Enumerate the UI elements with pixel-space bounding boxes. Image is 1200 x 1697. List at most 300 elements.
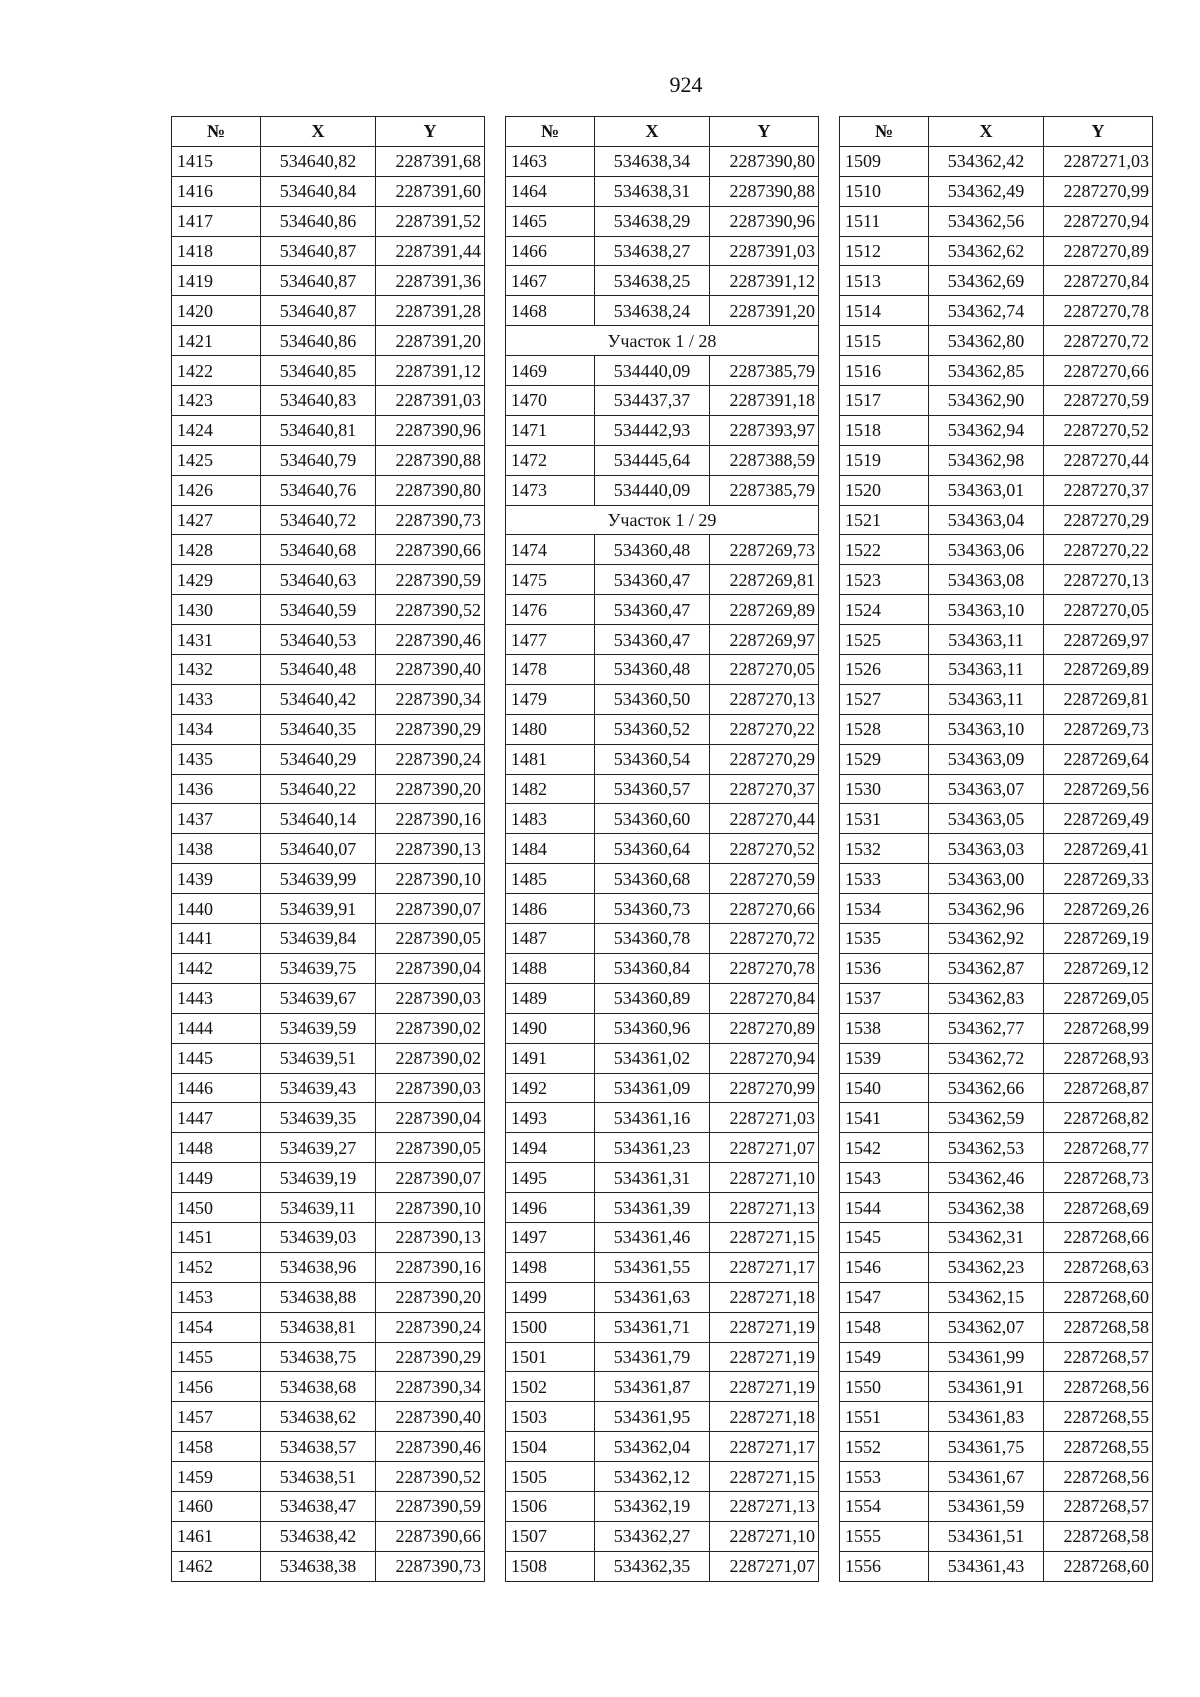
x-coordinate: 534640,29 [261, 744, 376, 774]
table-row [840, 595, 1153, 625]
y-coordinate: 2287270,37 [710, 774, 819, 804]
table-row [840, 206, 1153, 236]
point-number: 1426 [172, 475, 261, 505]
point-number: 1462 [172, 1551, 261, 1581]
table-row [840, 236, 1153, 266]
column-header-number: № [172, 117, 261, 147]
y-coordinate: 2287268,87 [1044, 1073, 1153, 1103]
y-coordinate: 2287390,04 [376, 1103, 485, 1133]
x-coordinate: 534362,94 [929, 415, 1044, 445]
x-coordinate: 534640,81 [261, 415, 376, 445]
point-number: 1496 [506, 1193, 595, 1223]
x-coordinate: 534363,03 [929, 834, 1044, 864]
x-coordinate: 534363,01 [929, 475, 1044, 505]
point-number: 1484 [506, 834, 595, 864]
x-coordinate: 534362,31 [929, 1222, 1044, 1252]
table-row [172, 386, 485, 416]
table-row [840, 386, 1153, 416]
point-number: 1513 [840, 266, 929, 296]
table-row [506, 475, 819, 505]
x-coordinate: 534360,68 [595, 864, 710, 894]
table-row [840, 714, 1153, 744]
y-coordinate: 2287270,89 [710, 1013, 819, 1043]
y-coordinate: 2287270,78 [1044, 296, 1153, 326]
table-row [506, 386, 819, 416]
table-row [172, 1551, 485, 1581]
x-coordinate: 534638,75 [261, 1342, 376, 1372]
x-coordinate: 534640,82 [261, 146, 376, 176]
point-number: 1478 [506, 655, 595, 685]
table-row [172, 804, 485, 834]
y-coordinate: 2287269,73 [710, 535, 819, 565]
point-number: 1446 [172, 1073, 261, 1103]
table-row [172, 296, 485, 326]
x-coordinate: 534361,31 [595, 1163, 710, 1193]
y-coordinate: 2287390,10 [376, 864, 485, 894]
x-coordinate: 534360,48 [595, 535, 710, 565]
point-number: 1421 [172, 326, 261, 356]
x-coordinate: 534360,50 [595, 684, 710, 714]
table-row [506, 296, 819, 326]
y-coordinate: 2287269,97 [1044, 625, 1153, 655]
x-coordinate: 534638,81 [261, 1312, 376, 1342]
y-coordinate: 2287268,93 [1044, 1043, 1153, 1073]
y-coordinate: 2287390,40 [376, 655, 485, 685]
table-row [506, 744, 819, 774]
y-coordinate: 2287391,03 [710, 236, 819, 266]
point-number: 1439 [172, 864, 261, 894]
x-coordinate: 534638,34 [595, 146, 710, 176]
x-coordinate: 534640,35 [261, 714, 376, 744]
y-coordinate: 2287270,44 [1044, 445, 1153, 475]
x-coordinate: 534360,60 [595, 804, 710, 834]
point-number: 1471 [506, 415, 595, 445]
x-coordinate: 534362,12 [595, 1462, 710, 1492]
x-coordinate: 534639,43 [261, 1073, 376, 1103]
x-coordinate: 534361,71 [595, 1312, 710, 1342]
table-row [840, 505, 1153, 535]
y-coordinate: 2287269,81 [1044, 684, 1153, 714]
y-coordinate: 2287271,17 [710, 1252, 819, 1282]
y-coordinate: 2287388,59 [710, 445, 819, 475]
point-number: 1501 [506, 1342, 595, 1372]
table-row [172, 595, 485, 625]
point-number: 1445 [172, 1043, 261, 1073]
point-number: 1553 [840, 1462, 929, 1492]
point-number: 1546 [840, 1252, 929, 1282]
table-row [840, 326, 1153, 356]
y-coordinate: 2287271,03 [710, 1103, 819, 1133]
y-coordinate: 2287391,20 [376, 326, 485, 356]
table-row [172, 505, 485, 535]
point-number: 1417 [172, 206, 261, 236]
point-number: 1550 [840, 1372, 929, 1402]
y-coordinate: 2287271,10 [710, 1163, 819, 1193]
table-row [840, 1222, 1153, 1252]
y-coordinate: 2287271,13 [710, 1193, 819, 1223]
point-number: 1527 [840, 684, 929, 714]
y-coordinate: 2287390,05 [376, 924, 485, 954]
y-coordinate: 2287390,59 [376, 1491, 485, 1521]
x-coordinate: 534362,98 [929, 445, 1044, 475]
point-number: 1455 [172, 1342, 261, 1372]
x-coordinate: 534361,95 [595, 1402, 710, 1432]
point-number: 1520 [840, 475, 929, 505]
x-coordinate: 534640,84 [261, 176, 376, 206]
point-number: 1491 [506, 1043, 595, 1073]
y-coordinate: 2287390,96 [376, 415, 485, 445]
coordinates-table-1 [171, 116, 485, 1582]
point-number: 1497 [506, 1222, 595, 1252]
point-number: 1480 [506, 714, 595, 744]
y-coordinate: 2287385,79 [710, 356, 819, 386]
x-coordinate: 534638,88 [261, 1282, 376, 1312]
x-coordinate: 534640,59 [261, 595, 376, 625]
point-number: 1436 [172, 774, 261, 804]
y-coordinate: 2287271,13 [710, 1491, 819, 1521]
point-number: 1457 [172, 1402, 261, 1432]
point-number: 1544 [840, 1193, 929, 1223]
y-coordinate: 2287391,44 [376, 236, 485, 266]
point-number: 1519 [840, 445, 929, 475]
y-coordinate: 2287270,44 [710, 804, 819, 834]
x-coordinate: 534640,87 [261, 236, 376, 266]
y-coordinate: 2287268,66 [1044, 1222, 1153, 1252]
y-coordinate: 2287268,55 [1044, 1402, 1153, 1432]
y-coordinate: 2287268,77 [1044, 1133, 1153, 1163]
point-number: 1440 [172, 894, 261, 924]
point-number: 1524 [840, 595, 929, 625]
point-number: 1521 [840, 505, 929, 535]
y-coordinate: 2287268,57 [1044, 1342, 1153, 1372]
point-number: 1420 [172, 296, 261, 326]
table-row [172, 1402, 485, 1432]
point-number: 1547 [840, 1282, 929, 1312]
x-coordinate: 534361,79 [595, 1342, 710, 1372]
point-number: 1528 [840, 714, 929, 744]
point-number: 1452 [172, 1252, 261, 1282]
y-coordinate: 2287268,55 [1044, 1432, 1153, 1462]
y-coordinate: 2287270,05 [1044, 595, 1153, 625]
table-row [840, 1163, 1153, 1193]
table-row [172, 565, 485, 595]
point-number: 1461 [172, 1521, 261, 1551]
table-row [506, 1551, 819, 1581]
x-coordinate: 534362,53 [929, 1133, 1044, 1163]
y-coordinate: 2287390,66 [376, 535, 485, 565]
x-coordinate: 534640,53 [261, 625, 376, 655]
x-coordinate: 534360,64 [595, 834, 710, 864]
point-number: 1472 [506, 445, 595, 475]
table-row [840, 864, 1153, 894]
x-coordinate: 534360,84 [595, 953, 710, 983]
point-number: 1438 [172, 834, 261, 864]
x-coordinate: 534363,11 [929, 684, 1044, 714]
point-number: 1529 [840, 744, 929, 774]
y-coordinate: 2287270,29 [1044, 505, 1153, 535]
table-row [506, 1222, 819, 1252]
x-coordinate: 534640,14 [261, 804, 376, 834]
table-header-row [172, 117, 485, 147]
x-coordinate: 534362,42 [929, 146, 1044, 176]
y-coordinate: 2287270,94 [1044, 206, 1153, 236]
y-coordinate: 2287270,52 [1044, 415, 1153, 445]
y-coordinate: 2287390,88 [710, 176, 819, 206]
x-coordinate: 534362,04 [595, 1432, 710, 1462]
point-number: 1443 [172, 983, 261, 1013]
table-row [506, 1342, 819, 1372]
table-row [506, 266, 819, 296]
y-coordinate: 2287390,02 [376, 1043, 485, 1073]
x-coordinate: 534639,75 [261, 953, 376, 983]
y-coordinate: 2287268,63 [1044, 1252, 1153, 1282]
column-header-y: Y [710, 117, 819, 147]
table-row [172, 1193, 485, 1223]
y-coordinate: 2287271,07 [710, 1133, 819, 1163]
table-row [506, 356, 819, 386]
table-row [506, 924, 819, 954]
x-coordinate: 534363,11 [929, 655, 1044, 685]
point-number: 1463 [506, 146, 595, 176]
y-coordinate: 2287390,29 [376, 714, 485, 744]
y-coordinate: 2287390,13 [376, 834, 485, 864]
point-number: 1483 [506, 804, 595, 834]
x-coordinate: 534362,07 [929, 1312, 1044, 1342]
table-header-row [506, 117, 819, 147]
x-coordinate: 534638,68 [261, 1372, 376, 1402]
table-row [172, 1312, 485, 1342]
y-coordinate: 2287390,96 [710, 206, 819, 236]
y-coordinate: 2287390,24 [376, 1312, 485, 1342]
x-coordinate: 534361,46 [595, 1222, 710, 1252]
y-coordinate: 2287270,99 [1044, 176, 1153, 206]
y-coordinate: 2287269,89 [1044, 655, 1153, 685]
table-row [840, 565, 1153, 595]
table-row [840, 1282, 1153, 1312]
table-row [506, 1163, 819, 1193]
point-number: 1477 [506, 625, 595, 655]
column-header-x: X [261, 117, 376, 147]
x-coordinate: 534360,47 [595, 595, 710, 625]
y-coordinate: 2287268,82 [1044, 1103, 1153, 1133]
x-coordinate: 534640,83 [261, 386, 376, 416]
column-header-y: Y [1044, 117, 1153, 147]
y-coordinate: 2287390,40 [376, 1402, 485, 1432]
y-coordinate: 2287391,68 [376, 146, 485, 176]
x-coordinate: 534361,91 [929, 1372, 1044, 1402]
table-row [840, 924, 1153, 954]
y-coordinate: 2287390,10 [376, 1193, 485, 1223]
y-coordinate: 2287390,13 [376, 1222, 485, 1252]
y-coordinate: 2287270,59 [710, 864, 819, 894]
x-coordinate: 534362,19 [595, 1491, 710, 1521]
table-row [840, 834, 1153, 864]
table-row [840, 146, 1153, 176]
table-row [172, 356, 485, 386]
x-coordinate: 534363,10 [929, 714, 1044, 744]
x-coordinate: 534638,57 [261, 1432, 376, 1462]
point-number: 1470 [506, 386, 595, 416]
x-coordinate: 534360,96 [595, 1013, 710, 1043]
x-coordinate: 534362,74 [929, 296, 1044, 326]
table-row [840, 744, 1153, 774]
table-row [506, 565, 819, 595]
table-row [506, 804, 819, 834]
point-number: 1433 [172, 684, 261, 714]
x-coordinate: 534362,77 [929, 1013, 1044, 1043]
y-coordinate: 2287391,20 [710, 296, 819, 326]
point-number: 1460 [172, 1491, 261, 1521]
x-coordinate: 534362,56 [929, 206, 1044, 236]
point-number: 1428 [172, 535, 261, 565]
x-coordinate: 534361,75 [929, 1432, 1044, 1462]
x-coordinate: 534638,24 [595, 296, 710, 326]
y-coordinate: 2287390,80 [710, 146, 819, 176]
table-row [506, 1103, 819, 1133]
point-number: 1447 [172, 1103, 261, 1133]
x-coordinate: 534360,48 [595, 655, 710, 685]
x-coordinate: 534361,63 [595, 1282, 710, 1312]
y-coordinate: 2287270,89 [1044, 236, 1153, 266]
x-coordinate: 534640,68 [261, 535, 376, 565]
point-number: 1429 [172, 565, 261, 595]
point-number: 1431 [172, 625, 261, 655]
x-coordinate: 534361,23 [595, 1133, 710, 1163]
point-number: 1542 [840, 1133, 929, 1163]
y-coordinate: 2287270,66 [1044, 356, 1153, 386]
y-coordinate: 2287270,59 [1044, 386, 1153, 416]
y-coordinate: 2287270,13 [710, 684, 819, 714]
section-title: Участок 1 / 29 [506, 505, 819, 535]
y-coordinate: 2287391,18 [710, 386, 819, 416]
column-header-y: Y [376, 117, 485, 147]
x-coordinate: 534640,22 [261, 774, 376, 804]
table-row [840, 625, 1153, 655]
table-row [840, 266, 1153, 296]
point-number: 1506 [506, 1491, 595, 1521]
x-coordinate: 534360,57 [595, 774, 710, 804]
table-row [172, 894, 485, 924]
table-row [840, 655, 1153, 685]
point-number: 1514 [840, 296, 929, 326]
point-number: 1488 [506, 953, 595, 983]
y-coordinate: 2287269,56 [1044, 774, 1153, 804]
y-coordinate: 2287385,79 [710, 475, 819, 505]
y-coordinate: 2287268,99 [1044, 1013, 1153, 1043]
point-number: 1474 [506, 535, 595, 565]
x-coordinate: 534640,79 [261, 445, 376, 475]
point-number: 1517 [840, 386, 929, 416]
table-row [172, 983, 485, 1013]
y-coordinate: 2287271,18 [710, 1402, 819, 1432]
y-coordinate: 2287268,58 [1044, 1521, 1153, 1551]
x-coordinate: 534640,87 [261, 266, 376, 296]
y-coordinate: 2287390,07 [376, 1163, 485, 1193]
table-row [840, 1462, 1153, 1492]
y-coordinate: 2287269,05 [1044, 983, 1153, 1013]
table-row [172, 1073, 485, 1103]
y-coordinate: 2287390,52 [376, 595, 485, 625]
x-coordinate: 534638,47 [261, 1491, 376, 1521]
table-row [506, 1133, 819, 1163]
table-row [172, 146, 485, 176]
table-row [840, 1491, 1153, 1521]
x-coordinate: 534361,43 [929, 1551, 1044, 1581]
x-coordinate: 534362,83 [929, 983, 1044, 1013]
y-coordinate: 2287269,41 [1044, 834, 1153, 864]
point-number: 1449 [172, 1163, 261, 1193]
x-coordinate: 534361,83 [929, 1402, 1044, 1432]
y-coordinate: 2287269,12 [1044, 953, 1153, 983]
point-number: 1554 [840, 1491, 929, 1521]
point-number: 1493 [506, 1103, 595, 1133]
table-row [506, 206, 819, 236]
table-row [840, 684, 1153, 714]
point-number: 1500 [506, 1312, 595, 1342]
table-row [840, 1342, 1153, 1372]
table-row [506, 1491, 819, 1521]
point-number: 1453 [172, 1282, 261, 1312]
y-coordinate: 2287269,73 [1044, 714, 1153, 744]
page-number: 924 [669, 72, 703, 97]
point-number: 1526 [840, 655, 929, 685]
y-coordinate: 2287271,15 [710, 1222, 819, 1252]
x-coordinate: 534360,54 [595, 744, 710, 774]
point-number: 1451 [172, 1222, 261, 1252]
x-coordinate: 534437,37 [595, 386, 710, 416]
y-coordinate: 2287390,88 [376, 445, 485, 475]
table-row [506, 864, 819, 894]
point-number: 1435 [172, 744, 261, 774]
x-coordinate: 534360,47 [595, 625, 710, 655]
point-number: 1537 [840, 983, 929, 1013]
table-row [506, 1372, 819, 1402]
y-coordinate: 2287271,19 [710, 1372, 819, 1402]
x-coordinate: 534361,39 [595, 1193, 710, 1223]
point-number: 1466 [506, 236, 595, 266]
point-number: 1545 [840, 1222, 929, 1252]
y-coordinate: 2287390,20 [376, 1282, 485, 1312]
x-coordinate: 534362,80 [929, 326, 1044, 356]
table-row [172, 1462, 485, 1492]
point-number: 1464 [506, 176, 595, 206]
x-coordinate: 534362,27 [595, 1521, 710, 1551]
table-row [506, 1521, 819, 1551]
point-number: 1423 [172, 386, 261, 416]
y-coordinate: 2287268,58 [1044, 1312, 1153, 1342]
y-coordinate: 2287270,29 [710, 744, 819, 774]
point-number: 1530 [840, 774, 929, 804]
y-coordinate: 2287391,36 [376, 266, 485, 296]
table-row [172, 625, 485, 655]
y-coordinate: 2287393,97 [710, 415, 819, 445]
y-coordinate: 2287390,05 [376, 1133, 485, 1163]
table-row [840, 415, 1153, 445]
point-number: 1507 [506, 1521, 595, 1551]
point-number: 1531 [840, 804, 929, 834]
table-row [840, 1372, 1153, 1402]
y-coordinate: 2287390,66 [376, 1521, 485, 1551]
point-number: 1456 [172, 1372, 261, 1402]
y-coordinate: 2287390,52 [376, 1462, 485, 1492]
table-row [172, 953, 485, 983]
y-coordinate: 2287391,60 [376, 176, 485, 206]
y-coordinate: 2287390,46 [376, 625, 485, 655]
table-row [172, 326, 485, 356]
x-coordinate: 534363,06 [929, 535, 1044, 565]
point-number: 1427 [172, 505, 261, 535]
point-number: 1516 [840, 356, 929, 386]
